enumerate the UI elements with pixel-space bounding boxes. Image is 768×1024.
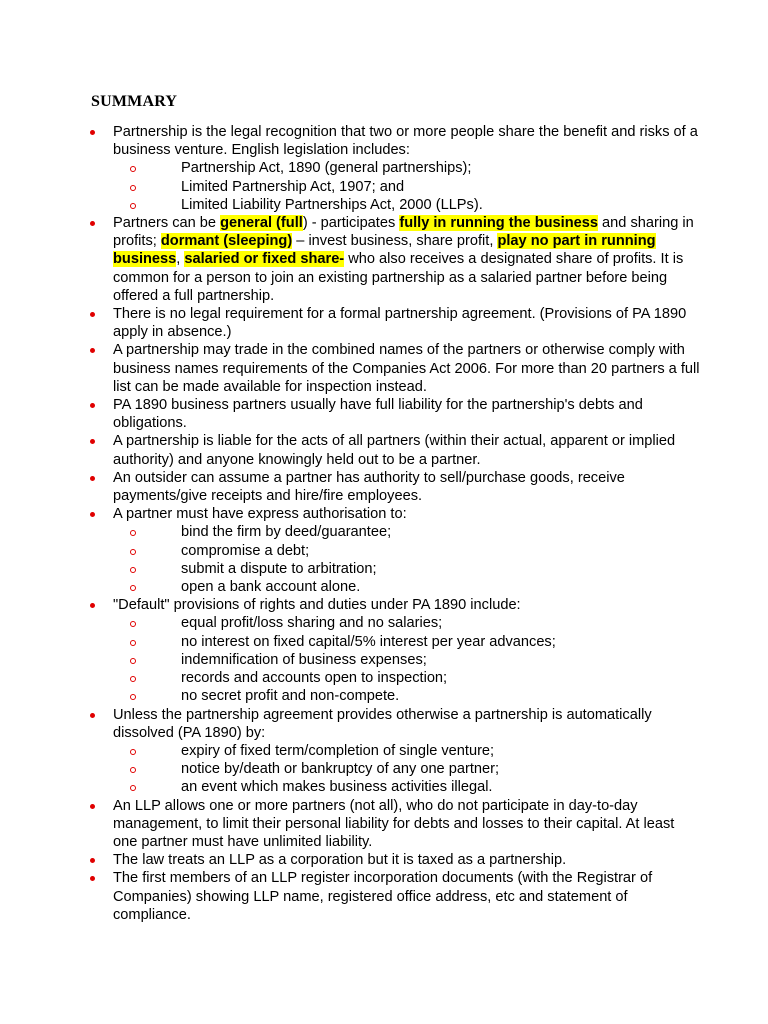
item-text: An LLP allows one or more partners (not all), who do not participate in day-to-day management, to limit their personal liability for debts and losses to their capital. At least one partner must have unlimited liability. [113, 797, 675, 850]
sub-list [113, 742, 700, 797]
sub-item: expiry of fixed term/completion of single venture; [113, 742, 700, 760]
summary-heading: SUMMARY [91, 93, 178, 110]
item-text: Partners can be [113, 215, 221, 232]
sub-list [113, 614, 700, 705]
item-text: Unless the partnership agreement provides otherwise a partnership is automatically dissolved (PA 1890) by: [113, 706, 652, 741]
sub-item: Limited Liability Partnerships Act, 2000 (LLPs). [113, 196, 700, 214]
item-text: The first members of an LLP register incorporation documents (with the Registrar of Companies) showing LLP name, registered office address, etc and statement of compliance. [113, 870, 653, 923]
sub-item: Limited Partnership Act, 1907; and [113, 178, 700, 196]
item-text: "Default" provisions of rights and duties under PA 1890 include: [113, 597, 521, 614]
highlighted-term: play no part in running business [113, 233, 656, 268]
item-text: Partnership is the legal recognition that two or more people share the benefit and risks of a business venture. English legislation includes: [113, 124, 698, 159]
list-item [0, 341, 700, 396]
list-item [0, 596, 700, 705]
list-item [0, 396, 700, 432]
sub-item: records and accounts open to inspection; [113, 669, 700, 687]
highlighted-term: fully in running the business [399, 215, 598, 232]
item-text: ) - participates [302, 215, 400, 232]
sub-item: bind the firm by deed/guarantee; [113, 523, 700, 541]
sub-item: compromise a debt; [113, 542, 700, 560]
sub-item: no secret profit and non-compete. [113, 687, 700, 705]
sub-list [113, 159, 700, 214]
highlighted-term: general (full [220, 215, 303, 232]
list-item [0, 869, 700, 924]
sub-list [113, 523, 700, 596]
item-text: who also receives a designated share of profits. It is common for a person to join an existing partnership as a salaried partner before being offered a full partnership. [113, 251, 684, 304]
list-item [0, 305, 700, 341]
sub-item: Partnership Act, 1890 (general partnerships); [113, 159, 700, 177]
item-text: A partnership is liable for the acts of all partners (within their actual, apparent or implied authority) and anyone knowingly held out to be a partner. [113, 433, 676, 468]
list-item [0, 432, 700, 468]
item-text: – invest business, share profit, [292, 233, 498, 250]
sub-item: indemnification of business expenses; [113, 651, 700, 669]
highlighted-term: dormant (sleeping) [160, 233, 293, 250]
item-text: There is no legal requirement for a formal partnership agreement. (Provisions of PA 1890 apply in absence.) [113, 306, 687, 341]
sub-item: notice by/death or bankruptcy of any one partner; [113, 760, 700, 778]
sub-item: equal profit/loss sharing and no salaries; [113, 614, 700, 632]
item-text: A partner must have express authorisation to: [113, 506, 407, 523]
list-item [0, 505, 700, 596]
sub-item: submit a dispute to arbitration; [113, 560, 700, 578]
sub-item: open a bank account alone. [113, 578, 700, 596]
item-text: The law treats an LLP as a corporation but it is taxed as a partnership. [113, 852, 567, 869]
list-item [0, 469, 700, 505]
item-text: A partnership may trade in the combined names of the partners or otherwise comply with business names requirements of the Companies Act 2006. For more than 20 partners a full list can be made available for inspection instead. [113, 342, 700, 395]
item-text: , [176, 251, 185, 268]
list-item [0, 706, 700, 797]
item-text: and sharing in profits; [113, 215, 694, 250]
list-item [0, 214, 700, 305]
item-text: PA 1890 business partners usually have full liability for the partnership's debts and obligations. [113, 397, 643, 432]
list-item [0, 123, 700, 214]
sub-item: no interest on fixed capital/5% interest per year advances; [113, 633, 700, 651]
summary-list [0, 123, 700, 924]
list-item [0, 797, 700, 852]
highlighted-term: salaried or fixed share- [184, 251, 345, 268]
item-text: An outsider can assume a partner has authority to sell/purchase goods, receive payments/give receipts and hire/fire employees. [113, 469, 625, 505]
list-item [0, 851, 700, 869]
sub-item: an event which makes business activities illegal. [113, 778, 700, 796]
